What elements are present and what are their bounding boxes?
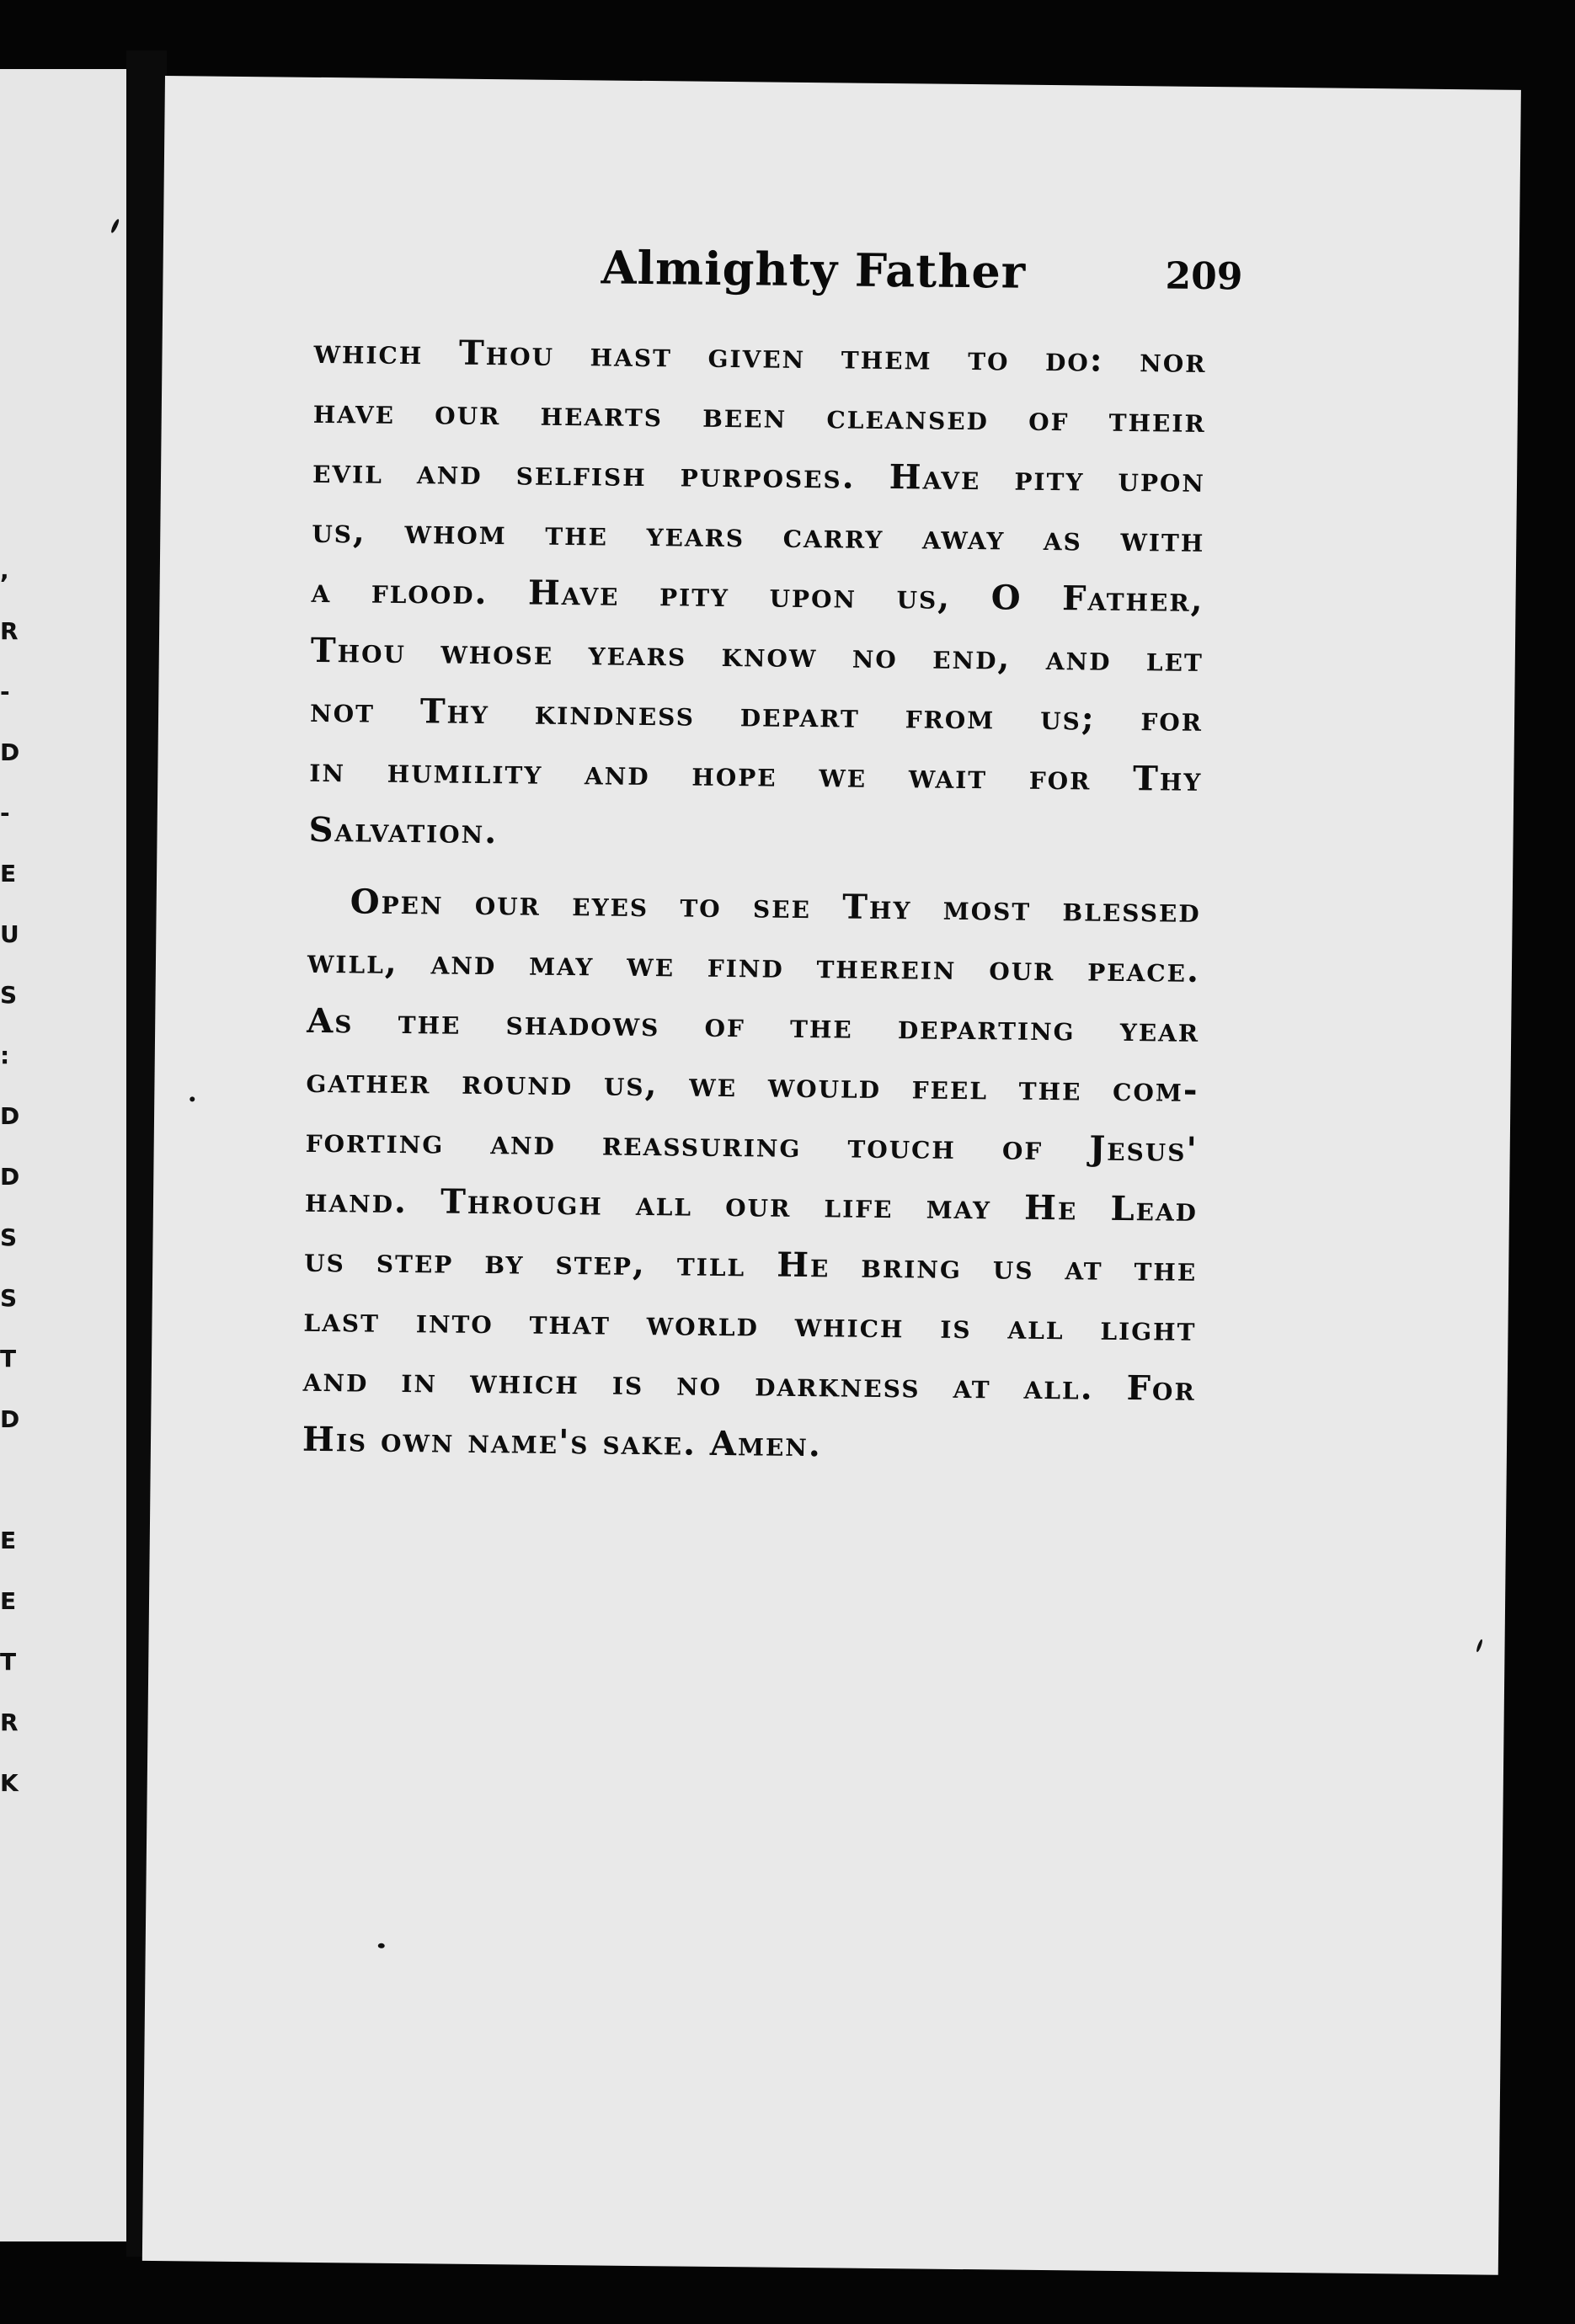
margin-letter: , xyxy=(0,557,9,584)
text-line: His own name's sake. Amen. xyxy=(302,1419,823,1465)
text-line: evil and selfish purposes. Have pity upon xyxy=(312,450,1206,500)
margin-letter: D xyxy=(0,1102,20,1130)
running-title: Almighty Father xyxy=(601,240,1027,299)
text-line: and in which is no darkness at all. For xyxy=(302,1359,1196,1409)
text-line: us, whom the years carry away as with xyxy=(312,510,1205,560)
margin-letter: S xyxy=(0,1223,18,1251)
paragraph xyxy=(302,872,1201,1479)
paragraph xyxy=(308,322,1207,869)
text-line: which Thou hast given them to do: nor xyxy=(313,331,1207,381)
text-line: in humility and hope we wait for Thy xyxy=(309,749,1203,799)
previous-page-margin-letters xyxy=(0,541,20,1814)
margin-letter: K xyxy=(0,1769,19,1797)
margin-letter: S xyxy=(0,1284,18,1312)
page-header xyxy=(163,236,1243,322)
text-line: As the shadows of the departing year xyxy=(307,1000,1200,1050)
text-line: gather round us, we would feel the com- xyxy=(306,1060,1199,1110)
text-line: a flood. Have pity upon us, O Father, xyxy=(311,570,1204,620)
text-line: forting and reassuring touch of Jesus' xyxy=(305,1120,1199,1170)
ink-speck xyxy=(378,1943,385,1948)
ink-speck xyxy=(1476,1639,1483,1652)
margin-letter: : xyxy=(0,1042,10,1069)
previous-page-edge xyxy=(0,69,126,2241)
margin-letter: E xyxy=(0,1587,17,1615)
margin-letter: R xyxy=(0,617,19,645)
text-line: us step by step, till He bring us at the xyxy=(304,1239,1198,1289)
text-line: will, and may we find therein our peace. xyxy=(307,941,1201,990)
margin-letter: D xyxy=(0,1405,20,1433)
margin-letter: U xyxy=(0,920,19,948)
margin-letter xyxy=(0,1450,17,1511)
margin-letter: E xyxy=(0,1527,17,1554)
text-line: hand. Through all our life may He Lead xyxy=(304,1180,1199,1229)
margin-letter: R xyxy=(0,1708,19,1736)
margin-letter: - xyxy=(0,678,10,706)
book-page xyxy=(142,76,1521,2275)
margin-letter: D xyxy=(0,738,20,766)
margin-letter: S xyxy=(0,981,18,1009)
text-line: Open our eyes to see Thy most blessed xyxy=(350,882,1201,930)
margin-letter: E xyxy=(0,860,17,887)
prayer-text xyxy=(302,322,1207,1479)
ink-speck xyxy=(190,1096,195,1101)
margin-letter: T xyxy=(0,1648,17,1676)
margin-letter: T xyxy=(0,1345,17,1373)
margin-letter: D xyxy=(0,1163,20,1191)
text-line: Thou whose years know no end, and let xyxy=(310,630,1204,680)
margin-letter: - xyxy=(0,799,10,827)
text-line: Salvation. xyxy=(308,809,499,852)
text-line: last into that world which is all light xyxy=(303,1299,1197,1349)
text-line: have our hearts been cleansed of their xyxy=(312,391,1207,440)
text-line: not Thy kindness depart from us; for xyxy=(309,690,1204,739)
page-number: 209 xyxy=(1165,254,1243,299)
